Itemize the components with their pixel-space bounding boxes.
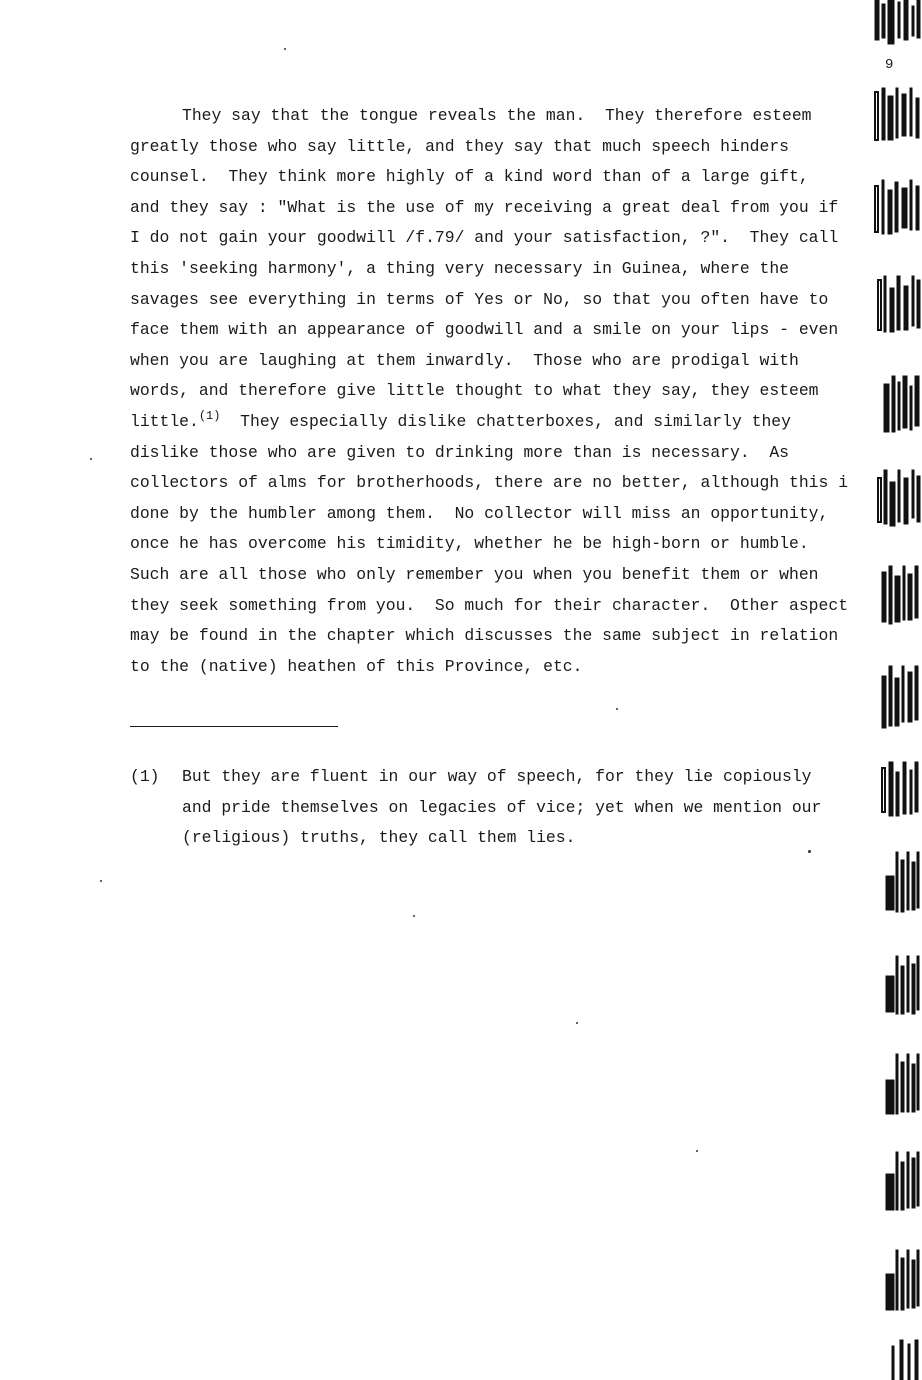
body-line: when you are laughing at them inwardly. Those who are prodigal with (130, 350, 799, 370)
body-line: dislike those who are given to drinking more than is necessary. As (130, 442, 790, 462)
scan-speck (616, 708, 618, 710)
binding-clip (875, 88, 919, 140)
binding-clip (882, 566, 918, 624)
binding-clip (886, 1152, 919, 1210)
scan-speck (808, 850, 811, 853)
binding-clip (886, 1250, 919, 1310)
footnote-line: But they are fluent in our way of speech, for they lie copiously (182, 767, 812, 786)
scan-speck (576, 1022, 578, 1024)
page-number: 9 (885, 57, 894, 73)
body-line-end: They especially dislike chatterboxes, and similarly they (240, 411, 791, 431)
footnote-marker: (1) (130, 767, 160, 786)
binding-clip (882, 762, 918, 816)
scan-speck (90, 458, 92, 460)
body-line: I do not gain your goodwill /f.79/ and your satisfaction, ?". They call (130, 228, 839, 248)
binding-clip (878, 276, 920, 332)
body-line: They say that the tongue reveals the man. They therefore esteem (182, 106, 812, 125)
body-line: Such are all those who only remember you when you benefit them or when (130, 564, 819, 584)
body-line: greatly those who say little, and they say that much speech hinders (130, 136, 790, 156)
binding-clip (882, 666, 918, 728)
body-line: and they say : "What is the use of my receiving a great deal from you if (130, 197, 839, 217)
body-line: face them with an appearance of goodwill and a smile on your lips - even (130, 320, 839, 340)
binding-clip (886, 852, 919, 912)
body-line: collectors of alms for brotherhoods, there are no better, although this i (130, 473, 849, 493)
scan-speck (413, 915, 415, 917)
body-line-with-footnote-ref (130, 407, 890, 438)
body-line: done by the humbler among them. No collector will miss an opportunity, (130, 503, 829, 523)
body-text (130, 101, 890, 682)
footnote-divider (130, 726, 338, 727)
binding-clip (886, 1054, 919, 1114)
body-line: to the (native) heathen of this Province, etc. (130, 656, 583, 676)
footnote-line: and pride themselves on legacies of vice; yet when we mention our (182, 797, 822, 817)
body-line: they seek something from you. So much for their character. Other aspect (130, 595, 849, 615)
binding-clip (878, 470, 920, 526)
scan-speck (284, 48, 286, 50)
footnote-text (182, 762, 882, 854)
scan-speck (100, 880, 102, 882)
binding-marks (872, 0, 922, 1380)
scan-speck (696, 1150, 698, 1152)
binding-clip (875, 0, 920, 44)
body-line: this 'seeking harmony', a thing very necessary in Guinea, where the (130, 258, 790, 278)
footnote-line: (religious) truths, they call them lies. (182, 828, 576, 848)
footnote-reference: (1) (198, 408, 221, 423)
body-line: counsel. They think more highly of a kind word than of a large gift, (130, 167, 809, 187)
body-line: may be found in the chapter which discusses the same subject in relation (130, 626, 839, 646)
binding-clip (875, 180, 919, 234)
body-line: words, and therefore give little thought to what they say, they esteem (130, 381, 819, 401)
binding-clip (892, 1340, 918, 1380)
body-line: once he has overcome his timidity, whether he be high-born or humble. (130, 534, 809, 554)
binding-clip (884, 376, 919, 432)
body-line-start: little. (130, 411, 199, 431)
binding-clip (886, 956, 919, 1014)
body-line: savages see everything in terms of Yes or No, so that you often have to (130, 289, 829, 309)
